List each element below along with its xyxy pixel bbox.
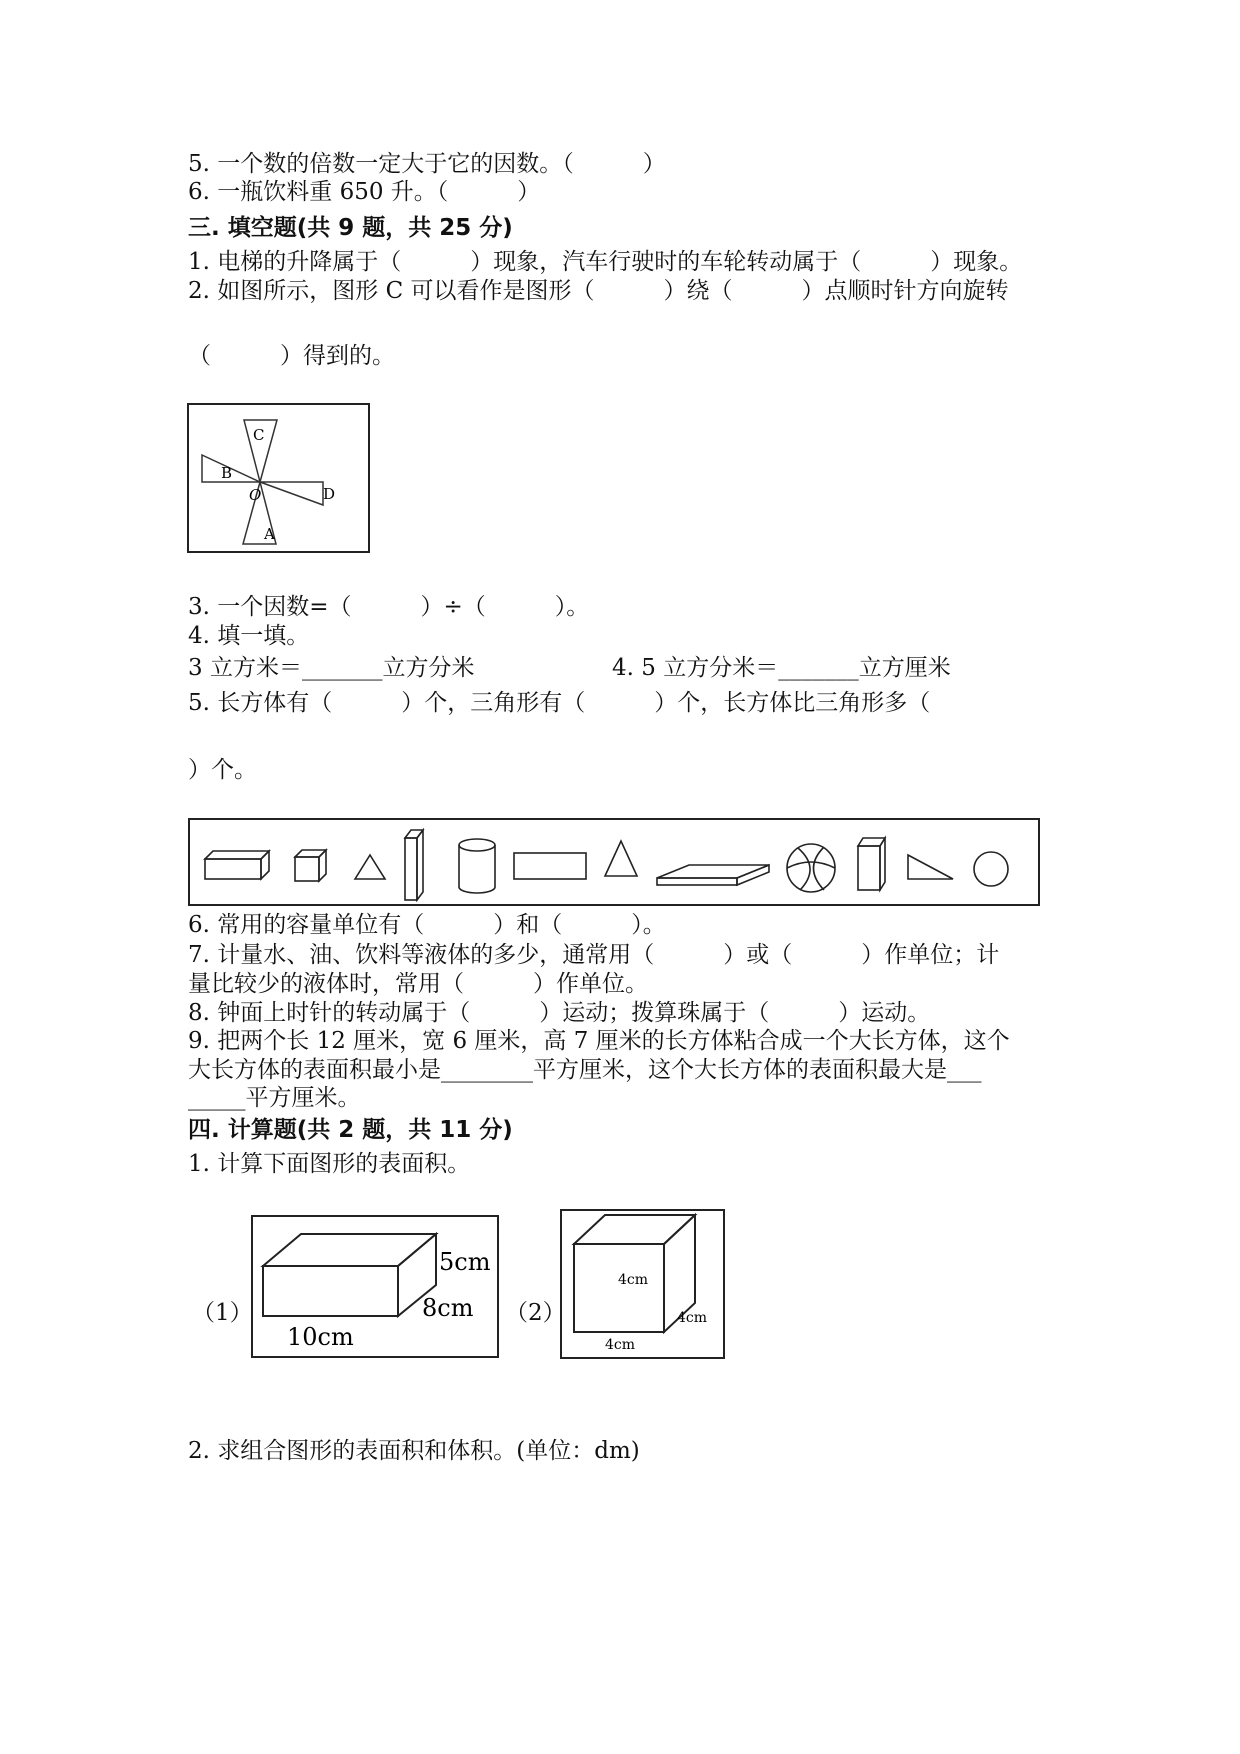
question-2-6: 6. 一瓶饮料重 650 升。（ ）	[188, 179, 541, 205]
section-4-heading: 四. 计算题(共 2 题，共 11 分)	[188, 1117, 513, 1143]
ball	[787, 844, 835, 892]
section-3-heading: 三. 填空题(共 9 题，共 25 分)	[188, 215, 513, 241]
question-4-1: 1. 计算下面图形的表面积。	[188, 1151, 471, 1177]
question-3-4-b: 4. 5 立方分米＝_______立方厘米	[612, 655, 951, 681]
question-3-1: 1. 电梯的升降属于（ ）现象，汽车行驶时的车轮转动属于（ ）现象。	[188, 249, 1023, 275]
figure-1-index: （1）	[192, 1300, 253, 1326]
right-triangle	[908, 855, 953, 879]
cylinder	[459, 839, 495, 893]
question-3-2-line1: 2. 如图所示，图形 C 可以看作是图形（ ）绕（ ）点顺时针方向旋转	[188, 278, 1009, 304]
cuboid-width-label: 8cm	[422, 1294, 474, 1322]
question-3-5-line2: ）个。	[188, 757, 257, 783]
cube-1	[295, 850, 326, 881]
cuboid-tall	[405, 830, 423, 900]
cuboid-1	[205, 851, 269, 879]
question-4-2: 2. 求组合图形的表面积和体积。(单位：dm)	[188, 1438, 640, 1464]
rectangle	[514, 853, 586, 879]
cuboid-height-label: 5cm	[439, 1248, 491, 1276]
question-3-9-line3: _____平方厘米。	[188, 1085, 361, 1111]
cube-2	[858, 838, 885, 890]
question-3-2-line2: （ ）得到的。	[188, 343, 395, 369]
label-o: O	[249, 486, 262, 504]
cube-length-label: 4cm	[605, 1337, 636, 1353]
cuboid-flat	[657, 865, 769, 885]
figure-2-index: （2）	[505, 1300, 566, 1326]
question-3-3: 3. 一个因数=（ ）÷（ ）。	[188, 594, 590, 620]
cuboid-length-label: 10cm	[287, 1323, 354, 1351]
triangle-d	[260, 482, 323, 505]
question-3-9-line1: 9. 把两个长 12 厘米，宽 6 厘米，高 7 厘米的长方体粘合成一个大长方体，这个	[188, 1028, 1010, 1054]
label-b: B	[221, 464, 233, 482]
shapes-figure	[188, 818, 1040, 906]
question-3-8: 8. 钟面上时针的转动属于（ ）运动；拨算珠属于（ ）运动。	[188, 1000, 931, 1026]
cube-depth-label: 4cm	[677, 1310, 708, 1326]
question-2-5: 5. 一个数的倍数一定大于它的因数。（ ）	[188, 151, 666, 177]
triangle-2	[605, 841, 637, 876]
question-3-7-line2: 量比较少的液体时，常用（ ）作单位。	[188, 971, 648, 997]
cube-figure	[560, 1209, 725, 1359]
question-3-5-line1: 5. 长方体有（ ）个，三角形有（ ）个，长方体比三角形多（	[188, 690, 931, 716]
label-a: A	[264, 525, 275, 543]
question-3-9-line2: 大长方体的表面积最小是________平方厘米，这个大长方体的表面积最大是___	[188, 1057, 982, 1083]
circle	[974, 852, 1008, 886]
question-3-7-line1: 7. 计量水、油、饮料等液体的多少，通常用（ ）或（ ）作单位；计	[188, 942, 1000, 968]
question-3-6: 6. 常用的容量单位有（ ）和（ ）。	[188, 912, 666, 938]
triangle-1	[355, 855, 385, 879]
cube-height-label: 4cm	[618, 1272, 649, 1288]
label-c: C	[253, 426, 265, 444]
cuboid-figure	[251, 1215, 499, 1358]
question-3-4: 4. 填一填。	[188, 623, 310, 649]
rotation-figure	[187, 403, 370, 553]
label-d: D	[323, 485, 336, 503]
question-3-4-a: 3 立方米＝_______立方分米	[188, 655, 475, 681]
